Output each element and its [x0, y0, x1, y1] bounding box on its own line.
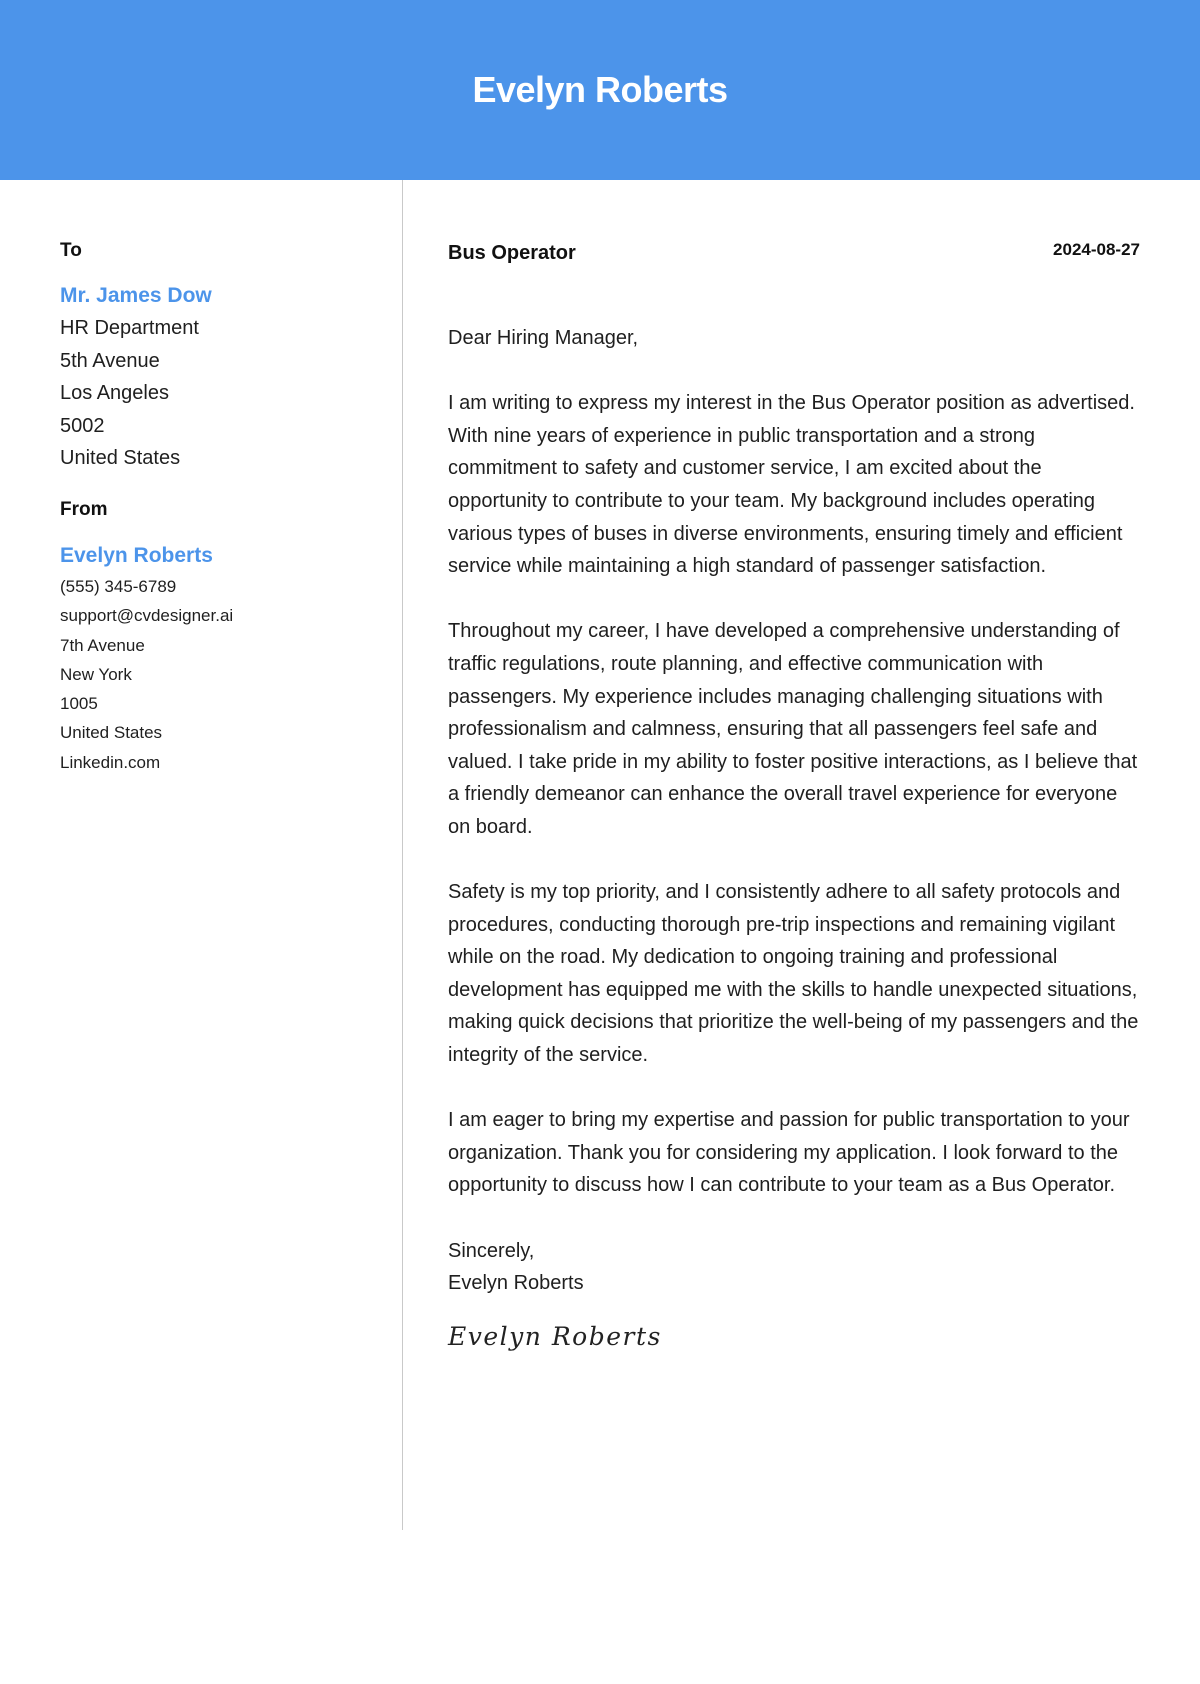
- sender-city: New York: [60, 664, 132, 684]
- recipient-postcode: 5002: [60, 414, 105, 437]
- sender-linkedin: Linkedin.com: [60, 752, 161, 772]
- paragraph-3: Safety is my top priority, and I consistently adhere to all safety protocols and procedures, conducting thorough pre-trip inspections and remaining vigilant while on the road. My dedication to ongoing training and professional development has equipped me with the skills to handle unexpected situations, making quick decisions that prioritize the well-being of my passengers and the integrity of the service.: [448, 881, 1139, 1067]
- job-title: Bus Operator: [448, 242, 576, 264]
- from-label: From: [60, 498, 108, 520]
- to-label: To: [60, 240, 82, 261]
- recipient-address: [60, 312, 380, 475]
- recipient-country: United States: [60, 447, 181, 470]
- paragraph-4: I am eager to bring my expertise and passion for public transportation to your organization. Thank you for considering my application. I look forward to the opportunity to discuss how I can contribute to your team as a Bus Operator.: [448, 1109, 1130, 1197]
- paragraph-2: Throughout my career, I have developed a comprehensive understanding of traffic regulations, route planning, and effective communication with passengers. My experience includes managing challenging situations with professionalism and calmness, ensuring that all passengers feel safe and valued. I take pride in my ability to foster positive interactions, as I believe that a friendly demeanor can enhance the overall travel experience for everyone on board.: [448, 620, 1138, 838]
- letter-date: 2024-08-27: [1053, 240, 1140, 259]
- sender-country: United States: [60, 723, 163, 743]
- sender-email: support@cvdesigner.ai: [60, 606, 234, 626]
- salutation: Dear Hiring Manager,: [448, 327, 639, 349]
- sender-phone: (555) 345-6789: [60, 576, 177, 596]
- header-banner: [0, 0, 1200, 180]
- letter-heading: [448, 240, 1140, 270]
- applicant-name: Evelyn Roberts: [472, 69, 728, 110]
- signature: Evelyn Roberts: [448, 1321, 662, 1351]
- sidebar: [60, 240, 380, 777]
- sender-contact: [60, 572, 380, 777]
- recipient-department: HR Department: [60, 317, 199, 339]
- letter-body: [448, 240, 1140, 1351]
- recipient-name: Mr. James Dow: [60, 284, 212, 307]
- recipient-city: Los Angeles: [60, 382, 169, 405]
- recipient-street: 5th Avenue: [60, 349, 160, 372]
- paragraph-1: I am writing to express my interest in the Bus Operator position as advertised. With nine years of experience in public transportation and a strong commitment to safety and customer service, I am excited about the opportunity to contribute to your team. My background includes operating various types of buses in diverse environments, ensuring timely and efficient service while maintaining a high standard of passenger satisfaction.: [448, 392, 1135, 578]
- sender-street: 7th Avenue: [60, 635, 145, 655]
- column-divider: [402, 180, 403, 1530]
- closing-name: Evelyn Roberts: [448, 1272, 584, 1295]
- sender-postcode: 1005: [60, 694, 98, 714]
- closing: Sincerely,: [448, 1239, 535, 1262]
- sender-name: Evelyn Roberts: [60, 543, 213, 567]
